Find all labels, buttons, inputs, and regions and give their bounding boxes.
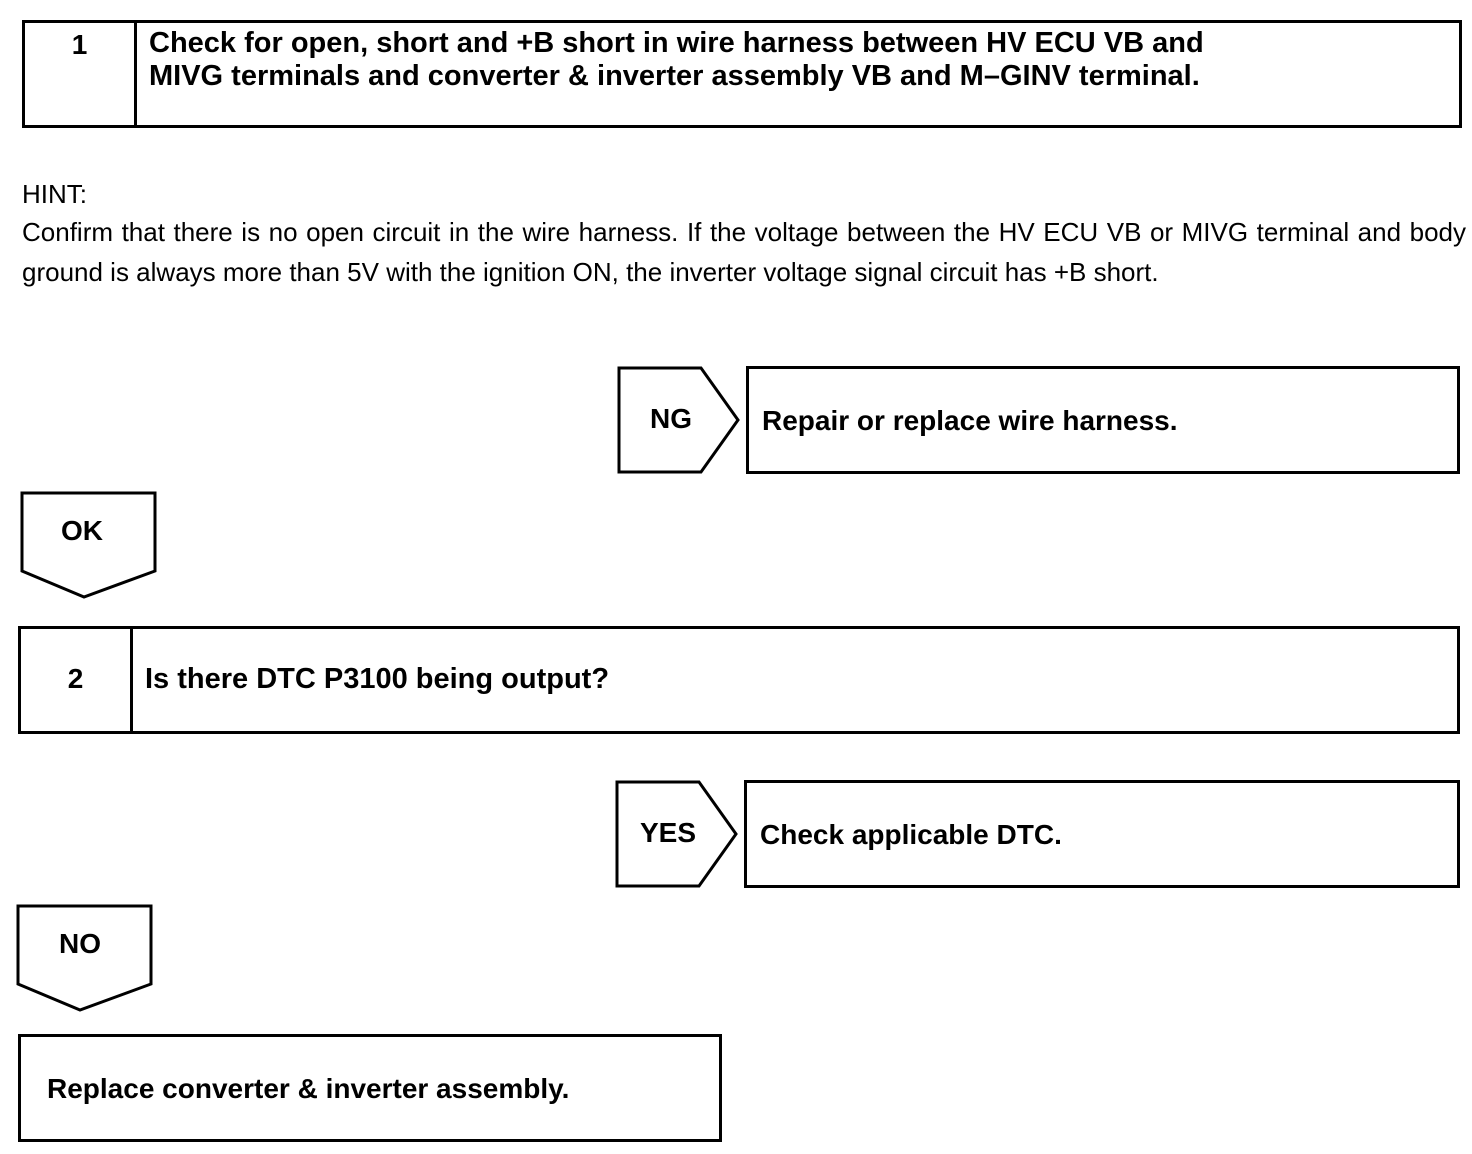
no-label: NO: [59, 928, 101, 959]
hint-body: Confirm that there is no open circuit in the wire harness. If the voltage between the HV ECU VB or MIVG terminal and body ground is always more than 5V with the ignition ON, the inverter voltage signal circuit has +B short.: [22, 217, 1466, 287]
step-2-question: Is there DTC P3100 being output?: [145, 663, 610, 695]
yes-tag: [615, 780, 740, 889]
ok-label: OK: [61, 515, 103, 546]
yes-action-text: Check applicable DTC.: [760, 819, 1062, 850]
final-action-text: Replace converter & inverter assembly.: [47, 1073, 570, 1104]
step-1-number: 1: [25, 23, 137, 125]
yes-action-box: [744, 780, 1460, 888]
step-1-box: [22, 20, 1462, 128]
step-1-question-line-1: Check for open, short and +B short in wire harness between HV ECU VB and: [149, 27, 1204, 59]
hint-title: HINT:: [22, 179, 87, 209]
ok-tag: [20, 491, 158, 601]
ng-label: NG: [650, 403, 692, 434]
ng-action-box: [746, 366, 1460, 474]
step-1-question: [137, 23, 1459, 125]
step-2-box: [18, 626, 1460, 734]
step-1-question-line-2: MIVG terminals and converter & inverter assembly VB and M–GINV terminal.: [149, 60, 1200, 92]
step-2-number: 2: [21, 629, 133, 731]
ng-action-text: Repair or replace wire harness.: [762, 405, 1178, 436]
no-tag: [16, 904, 154, 1014]
yes-label: YES: [640, 817, 697, 848]
ng-tag: [617, 366, 742, 475]
final-action-box: [18, 1034, 722, 1142]
